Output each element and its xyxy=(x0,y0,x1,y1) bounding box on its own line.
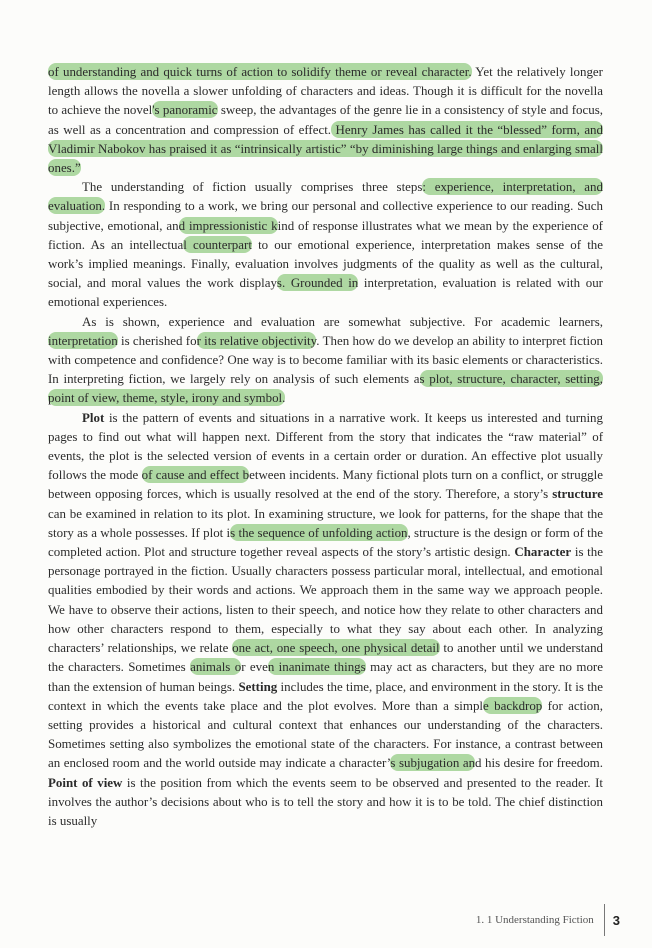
text-run: . Then how do we develop an ability to interpret fiction with competence and confidence? One way is to become familiar with its basic elements or characteristics. In interpreting fiction, we largely rely on analysis of such elements a xyxy=(48,332,604,387)
text-run: r eve xyxy=(241,659,268,675)
key-term: Character xyxy=(514,544,572,560)
text-run: ind of response illustrates what we mean by the experience of fiction. As an intellectua xyxy=(48,217,603,252)
text-run: is cherished fo xyxy=(117,332,197,348)
page-footer xyxy=(476,904,620,936)
highlighted-text: of cause and effect b xyxy=(141,467,250,483)
paragraph xyxy=(48,312,603,408)
text-run: , structure is the design or form of the completed action. Plot and structure together reveal aspects of the story’s artistic design. xyxy=(48,524,603,560)
body-text xyxy=(48,62,603,830)
text-run: is the pattern of events and situations in a narrative work. It keeps us interested and turning pages to find out what will happen next. Different from the story that indicates the “raw material” of events, the plot is the selected version of events in a certain order or duration. An effective plot usually follows the mode xyxy=(48,409,603,483)
key-term: Point of view xyxy=(48,774,123,790)
key-term: Plot xyxy=(82,409,105,425)
text-run: sweep, the advantages of the genre lie in a consistency of style and focus, as well as a concentration and compression of effect. xyxy=(48,102,603,137)
highlighted-text: r its relative objectivity xyxy=(196,332,317,348)
running-footer-chapter: 1. 1 Understanding Fiction xyxy=(475,914,594,926)
text-run: The understanding of fiction usually comprises three steps xyxy=(82,179,423,195)
text-run: is the personage portrayed in the fiction. Usually characters possess particular moral, intellectual, and emotional qualities embodied by their words and actions. We approach them in the same way we approach people. We have to observe their actions, listen to their speech, and notice how they relate to other characters and how other characters respond to them, especially to what they say about each other. In analyzing characters’ relationships, we relate xyxy=(48,544,603,656)
highlighted-text: one act, one speech, one physical detail xyxy=(232,640,440,656)
paragraph xyxy=(48,177,603,311)
highlighted-text: of understanding and quick turns of action to solidify theme or reveal character. xyxy=(48,64,472,79)
text-run: is the position from which the events seem to be observed and presented to the reader. It involves the author’s decisions about who is to tell the story and how it is to be told. The chief distinction is usually xyxy=(48,774,603,828)
highlighted-text: interpretation xyxy=(48,332,118,348)
highlighted-text: s subjugation an xyxy=(390,755,476,771)
highlighted-text: : experience, interpretation, and evaluation. xyxy=(48,179,603,214)
text-run: In responding to a work, we bring our personal and collective experience to our reading. Such subjective, emotional, an xyxy=(48,198,603,233)
text-run: As is shown, experience and evaluation are somewhat subjective. For academic learners, xyxy=(82,313,603,329)
highlighted-text: s. Grounded in xyxy=(276,275,359,291)
text-run: can be examined in relation to its plot. In examining structure, we look for patterns, for the shape that the story as a whole possesses. If plot i xyxy=(48,505,603,540)
text-run: Yet the relatively longer length allows the novella a slower unfolding of characters and ideas. Though it is difficult for the novella to achieve the novel xyxy=(48,64,603,118)
highlighted-text: e backdrop xyxy=(483,697,543,713)
text-run: etween incidents. Many fictional plots turn on a conflict, or struggle between opposing forces, which is usually resolved at the end of the story. Therefore, a story’s xyxy=(48,467,603,502)
highlighted-text: 's panoramic xyxy=(152,102,218,118)
highlighted-text: n inanimate things xyxy=(267,659,366,675)
highlighted-text: Henry James has called it the “blessed” form, and Vladimir Nabokov has praised it as “intrinsically artistic” “by diminishing large things and enlarging small ones.” xyxy=(48,121,603,176)
highlighted-text: s the sequence of unfolding action xyxy=(230,524,408,540)
highlighted-text: animals o xyxy=(190,659,242,675)
paragraph xyxy=(48,62,603,177)
highlighted-text: l counterpart xyxy=(183,236,252,252)
highlighted-text: d impressionistic k xyxy=(178,217,278,233)
highlighted-text: s plot, structure, character, setting, point of view, theme, style, irony and symbol. xyxy=(48,371,604,406)
text-run: d his desire for freedom. xyxy=(475,755,603,771)
text-run: includes the time, place, and environment in the story. It is the context in which the events take place and the plot evolves. More than a simpl xyxy=(48,678,603,713)
text-run: to our emotional experience, interpretation makes sense of the work’s implied meanings. Finally, evaluation involves judgments of the quality as well as the cultural, social, and moral values the work display xyxy=(48,236,603,291)
text-run: for action, setting provides a historical and cultural context that enhances our understanding of the characters. Sometimes setting also symbolizes the emotional state of the characters. For instance, a contrast between an enclosed room and the world outside may indicate a character’ xyxy=(48,697,603,771)
text-run: interpretation, evaluation is related with our emotional experiences. xyxy=(48,275,603,310)
paragraph xyxy=(48,408,603,830)
text-run: may act as characters, but they are no more than the extension of human beings. xyxy=(48,659,603,694)
text-run: to another until we understand the characters. Sometimes xyxy=(48,640,604,675)
page-number: 3 xyxy=(612,912,620,928)
key-term: structure xyxy=(552,486,603,502)
key-term: Setting xyxy=(238,678,278,694)
